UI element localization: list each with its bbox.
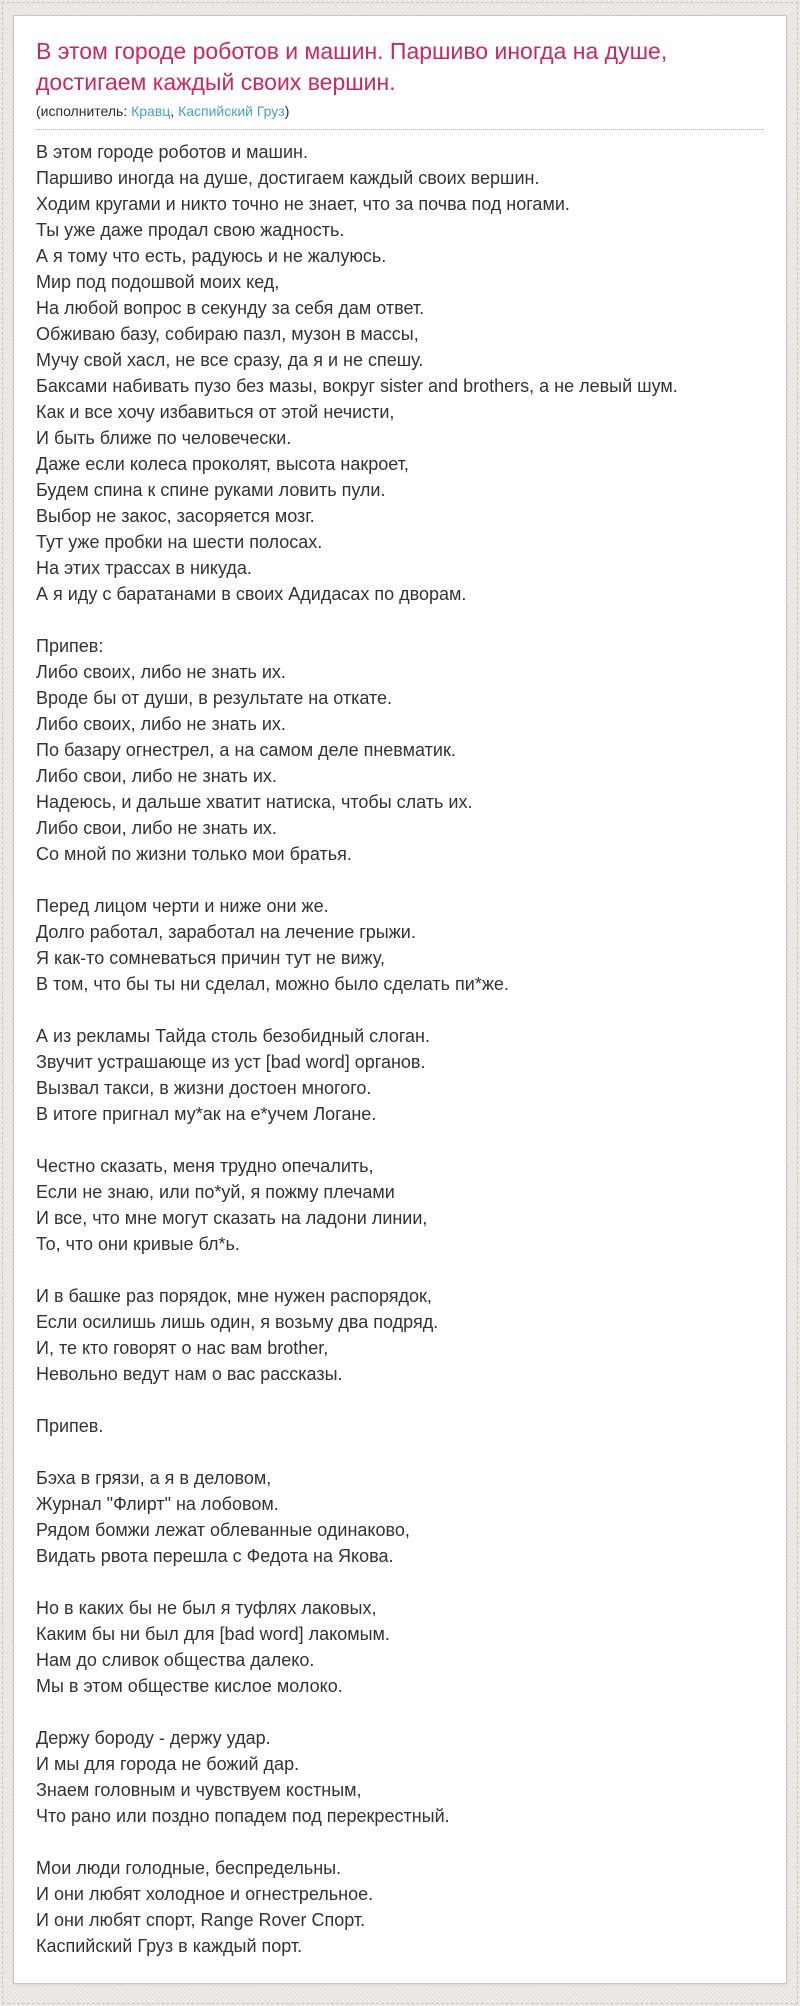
lyric-line: Мои люди голодные, беспредельны. xyxy=(36,1858,342,1878)
artist-link-kaspiyskiy-gruz[interactable]: Каспийский Груз xyxy=(178,103,285,119)
lyric-line: Либо своих, либо не знать их. xyxy=(36,714,286,734)
artist-prefix-label: (исполнитель: xyxy=(36,103,132,119)
lyric-line xyxy=(36,607,764,633)
lyric-line xyxy=(36,867,764,893)
lyric-line: В итоге пригнал му*ак на е*учем Логане. xyxy=(36,1104,377,1124)
lyric-line: А я тому что есть, радуюсь и не жалуюсь. xyxy=(36,246,387,266)
lyric-line: Долго работал, заработал на лечение грыжи. xyxy=(36,922,416,942)
lyric-line: Знаем головным и чувствуем костным, xyxy=(36,1780,362,1800)
lyric-line: В этом городе роботов и машин. xyxy=(36,142,308,162)
lyric-line: Каким бы ни был для [bad word] лакомым. xyxy=(36,1624,390,1644)
lyric-line xyxy=(36,1569,764,1595)
artist-line xyxy=(36,103,764,130)
lyric-line: Вызвал такси, в жизни достоен многого. xyxy=(36,1078,372,1098)
lyric-line xyxy=(36,1439,764,1465)
lyric-line: Если не знаю, или по*уй, я пожму плечами xyxy=(36,1182,395,1202)
artist-separator: , xyxy=(170,103,179,119)
artist-suffix-label: ) xyxy=(284,103,290,119)
lyric-line: Видать рвота перешла с Федота на Якова. xyxy=(36,1546,394,1566)
lyric-line: Рядом бомжи лежат облеванные одинаково, xyxy=(36,1520,410,1540)
lyric-line: То, что они кривые бл*ь. xyxy=(36,1234,240,1254)
lyric-line: Тут уже пробки на шести полосах. xyxy=(36,532,323,552)
lyric-line: И они любят холодное и огнестрельное. xyxy=(36,1884,374,1904)
lyric-line: А я иду с баратанами в своих Адидасах по дворам. xyxy=(36,584,467,604)
lyric-line: Припев: xyxy=(36,636,104,656)
lyric-line xyxy=(36,1387,764,1413)
lyric-line: И быть ближе по человечески. xyxy=(36,428,292,448)
lyric-line: Мир под подошвой моих кед, xyxy=(36,272,280,292)
lyric-line: На любой вопрос в секунду за себя дам ответ. xyxy=(36,298,425,318)
lyric-line: Со мной по жизни только мои братья. xyxy=(36,844,352,864)
lyric-line: Бэха в грязи, а я в деловом, xyxy=(36,1468,272,1488)
lyric-line: Либо свои, либо не знать их. xyxy=(36,818,277,838)
lyric-line: И в башке раз порядок, мне нужен распорядок, xyxy=(36,1286,432,1306)
lyric-line: И, те кто говорят о нас вам brother, xyxy=(36,1338,329,1358)
lyric-line: И мы для города не божий дар. xyxy=(36,1754,300,1774)
lyric-line: Будем спина к спине руками ловить пули. xyxy=(36,480,386,500)
lyrics-text xyxy=(36,139,764,1959)
lyric-line: Мы в этом обществе кислое молоко. xyxy=(36,1676,343,1696)
lyric-line xyxy=(36,997,764,1023)
lyrics-card xyxy=(13,15,787,1984)
lyric-line: Паршиво иногда на душе, достигаем каждый своих вершин. xyxy=(36,168,540,188)
lyric-line: Если осилишь лишь один, я возьму два подряд. xyxy=(36,1312,439,1332)
lyric-line: Что рано или поздно попадем под перекрестный. xyxy=(36,1806,450,1826)
lyric-line: Ходим кругами и никто точно не знает, что за почва под ногами. xyxy=(36,194,570,214)
lyric-line xyxy=(36,1127,764,1153)
lyric-line: А из рекламы Тайда столь безобидный слоган. xyxy=(36,1026,430,1046)
lyric-line xyxy=(36,1257,764,1283)
lyric-line: Припев. xyxy=(36,1416,104,1436)
lyric-line: Журнал "Флирт" на лобовом. xyxy=(36,1494,279,1514)
lyric-line: Выбор не закос, засоряется мозг. xyxy=(36,506,315,526)
lyric-line: Надеюсь, и дальше хватит натиска, чтобы слать их. xyxy=(36,792,473,812)
lyric-line: Ты уже даже продал свою жадность. xyxy=(36,220,345,240)
lyric-line: По базару огнестрел, а на самом деле пневматик. xyxy=(36,740,456,760)
lyric-line: И все, что мне могут сказать на ладони линии, xyxy=(36,1208,428,1228)
lyric-line: Даже если колеса проколят, высота накроет, xyxy=(36,454,409,474)
lyric-line: Обживаю базу, собираю пазл, музон в массы, xyxy=(36,324,419,344)
lyric-line: Вроде бы от души, в результате на откате. xyxy=(36,688,393,708)
artist-link-kravts[interactable]: Кравц xyxy=(131,103,171,119)
lyric-line: Я как-то сомневаться причин тут не вижу, xyxy=(36,948,385,968)
lyric-line: Звучит устрашающе из уст [bad word] органов. xyxy=(36,1052,426,1072)
lyric-line: Либо своих, либо не знать их. xyxy=(36,662,286,682)
lyric-line: Мучу свой хасл, не все сразу, да я и не спешу. xyxy=(36,350,424,370)
lyric-line: Баксами набивать пузо без мазы, вокруг sister and brothers, а не левый шум. xyxy=(36,376,678,396)
lyric-line: Держу бороду - держу удар. xyxy=(36,1728,271,1748)
song-title: В этом городе роботов и машин. Паршиво иногда на душе, достигаем каждый своих вершин. xyxy=(36,38,668,95)
lyric-line: Как и все хочу избавиться от этой нечисти, xyxy=(36,402,395,422)
lyric-line: И они любят спорт, Range Rover Спорт. xyxy=(36,1910,366,1930)
lyric-line: В том, что бы ты ни сделал, можно было сделать пи*же. xyxy=(36,974,509,994)
lyric-line xyxy=(36,1829,764,1855)
lyric-line: На этих трассах в никуда. xyxy=(36,558,252,578)
lyric-line: Невольно ведут нам о вас рассказы. xyxy=(36,1364,343,1384)
lyric-line xyxy=(36,1699,764,1725)
lyric-line: Но в каких бы не был я туфлях лаковых, xyxy=(36,1598,377,1618)
lyric-line: Перед лицом черти и ниже они же. xyxy=(36,896,329,916)
lyric-line: Либо свои, либо не знать их. xyxy=(36,766,277,786)
lyric-line: Честно сказать, меня трудно опечалить, xyxy=(36,1156,374,1176)
lyric-line: Нам до сливок общества далеко. xyxy=(36,1650,315,1670)
lyric-line: Каспийский Груз в каждый порт. xyxy=(36,1936,303,1956)
